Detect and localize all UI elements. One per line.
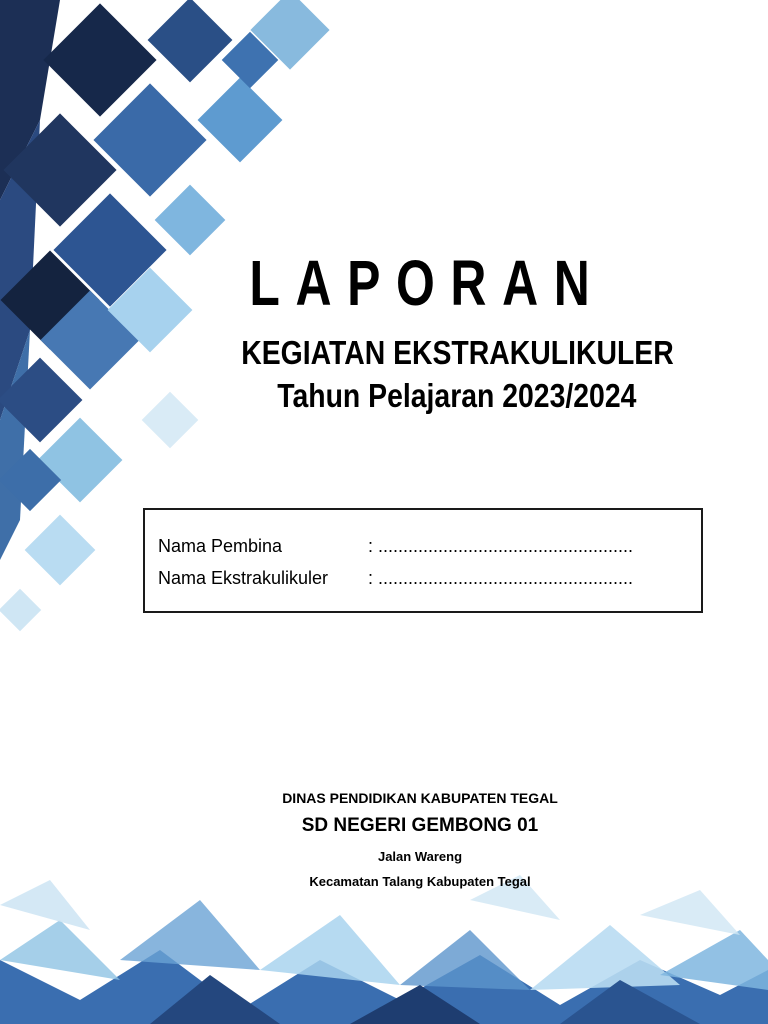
ekstrakulikuler-label: Nama Ekstrakulikuler	[158, 568, 329, 588]
info-row-pembina	[158, 536, 633, 557]
report-subtitle-year	[0, 377, 768, 415]
subtitle-year-text: Tahun Pelajaran 2023/2024	[277, 377, 637, 414]
pembina-fill-line: : ...................................................	[368, 536, 634, 556]
report-subtitle-activity	[0, 334, 768, 372]
school-district: Kecamatan Talang Kabupaten Tegal	[309, 874, 531, 889]
bottom-triangle-pattern	[0, 875, 768, 1024]
ekstrakulikuler-fill-line: : ...................................................	[368, 568, 634, 588]
school-street: Jalan Wareng	[377, 849, 463, 864]
agency-name: DINAS PENDIDIKAN KABUPATEN TEGAL	[282, 790, 558, 806]
report-title: LAPORAN	[249, 247, 606, 319]
info-row-ekstrakulikuler	[158, 568, 633, 589]
info-box	[143, 508, 703, 613]
pembina-label: Nama Pembina	[158, 536, 283, 556]
school-name: SD NEGERI GEMBONG 01	[301, 815, 539, 836]
subtitle-activity-text: KEGIATAN EKSTRAKULIKULER	[240, 334, 674, 371]
